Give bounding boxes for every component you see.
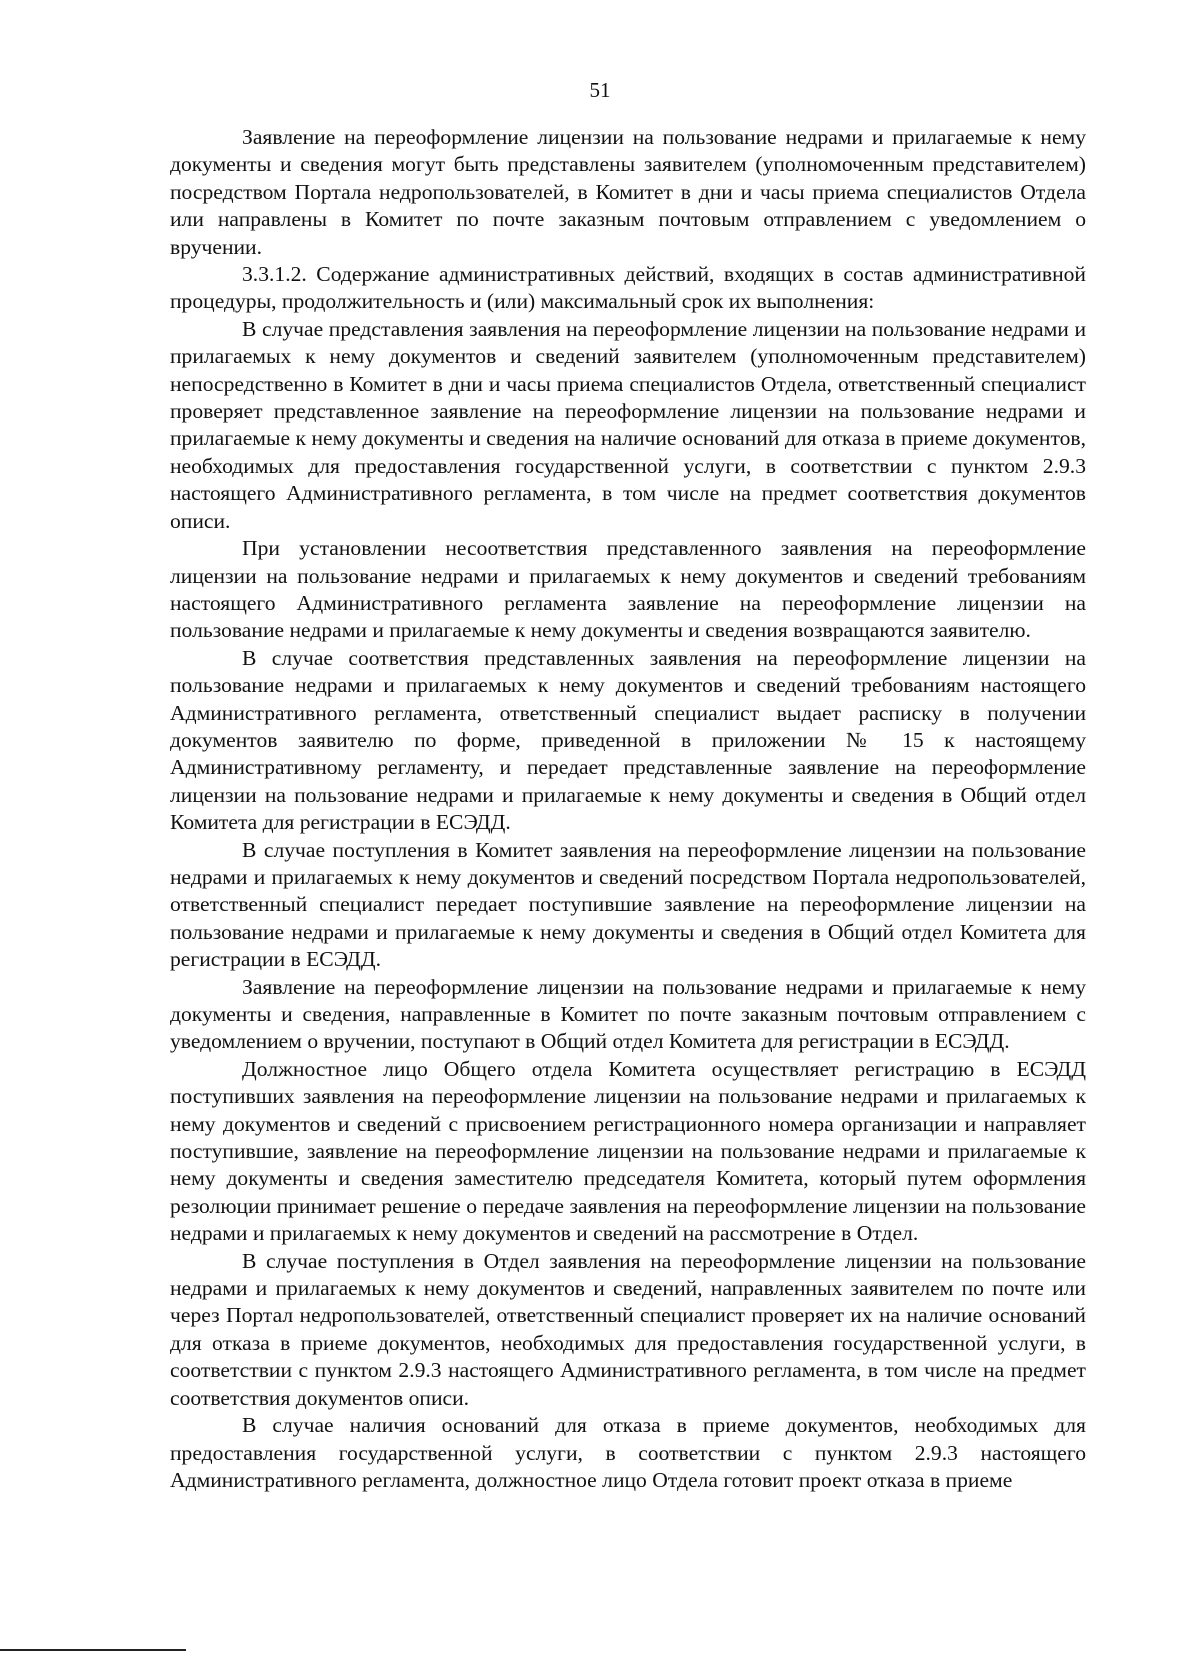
paragraph-10: В случае наличия оснований для отказа в приеме документов, необходимых для предоставления государственной услуги, в соответствии с пунктом 2.9.3 настоящего Административного регламента, должностное лицо Отдела готовит проект отказа в приеме: [170, 1413, 1086, 1492]
paragraph-7: Заявление на переоформление лицензии на пользование недрами и прилагаемые к нему документы и сведения, направленные в Комитет по почте заказным почтовым отправлением с уведомлением о вручении, поступают в Общий отдел Комитета для регистрации в ЕСЭДД.: [170, 974, 1086, 1054]
paragraph-1: Заявление на переоформление лицензии на пользование недрами и прилагаемые к нему документы и сведения могут быть представлены заявителем (уполномоченным представителем) посредством Портала недропользователей, в Комитет в дни и часы приема специалистов Отдела или направлены в Комитет по почте заказным почтовым отправлением с уведомлением о вручении.: [170, 125, 1086, 259]
paragraph-4: При установлении несоответствия представленного заявления на переоформление лицензии на пользование недрами и прилагаемых к нему документов и сведений требованиям настоящего Административного регламента заявление на переоформление лицензии на пользование недрами и прилагаемые к нему документы и сведения возвращаются заявителю.: [170, 536, 1086, 643]
footnote-separator-line: [0, 1649, 186, 1651]
paragraph-5: В случае соответствия представленных заявления на переоформление лицензии на пользование недрами и прилагаемых к нему документов и сведений требованиям настоящего Административного регламента, ответственный специалист выдает расписку в получении документов заявителю по форме, приведенной в приложении № 15 к настоящему Административному регламенту, и передает представленные заявление на переоформление лицензии на пользование недрами и прилагаемые к нему документы и сведения в Общий отдел Комитета для регистрации в ЕСЭДД.: [170, 645, 1086, 835]
paragraph-2: 3.3.1.2. Содержание административных действий, входящих в состав административной процедуры, продолжительность и (или) максимальный срок их выполнения:: [170, 262, 1086, 314]
paragraph-9: В случае поступления в Отдел заявления на переоформление лицензии на пользование недрами и прилагаемых к нему документов и сведений, направленных заявителем по почте или через Портал недропользователей, ответственный специалист проверяет их на наличие оснований для отказа в приеме документов, необходимых для предоставления государственной услуги, в соответствии с пунктом 2.9.3 настоящего Административного регламента, в том числе на предмет соответствия документов описи.: [170, 1248, 1086, 1410]
paragraph-3: В случае представления заявления на переоформление лицензии на пользование недрами и прилагаемых к нему документов и сведений заявителем (уполномоченным представителем) непосредственно в Комитет в дни и часы приема специалистов Отдела, ответственный специалист проверяет представленное заявление на переоформление лицензии на пользование недрами и прилагаемые к нему документы и сведения на наличие оснований для отказа в приеме документов, необходимых для предоставления государственной услуги, в соответствии с пунктом 2.9.3 настоящего Административного регламента, в том числе на предмет соответствия документов описи.: [170, 316, 1086, 533]
page-number: 51: [589, 78, 611, 102]
paragraph-8: Должностное лицо Общего отдела Комитета осуществляет регистрацию в ЕСЭДД поступивших заявления на переоформление лицензии на пользование недрами и прилагаемых к нему документов и сведений с присвоением регистрационного номера организации и направляет поступившие, заявление на переоформление лицензии на пользование недрами и прилагаемые к нему документы и сведения заместителю председателя Комитета, который путем оформления резолюции принимает решение о передаче заявления на переоформление лицензии на пользование недрами и прилагаемых к нему документов и сведений на рассмотрение в Отдел.: [170, 1056, 1086, 1246]
paragraph-6: В случае поступления в Комитет заявления на переоформление лицензии на пользование недрами и прилагаемых к нему документов и сведений посредством Портала недропользователей, ответственный специалист передает поступившие заявление на переоформление лицензии на пользование недрами и прилагаемые к нему документы и сведения в Общий отдел Комитета для регистрации в ЕСЭДД.: [170, 837, 1086, 972]
document-body: [170, 124, 1086, 1494]
